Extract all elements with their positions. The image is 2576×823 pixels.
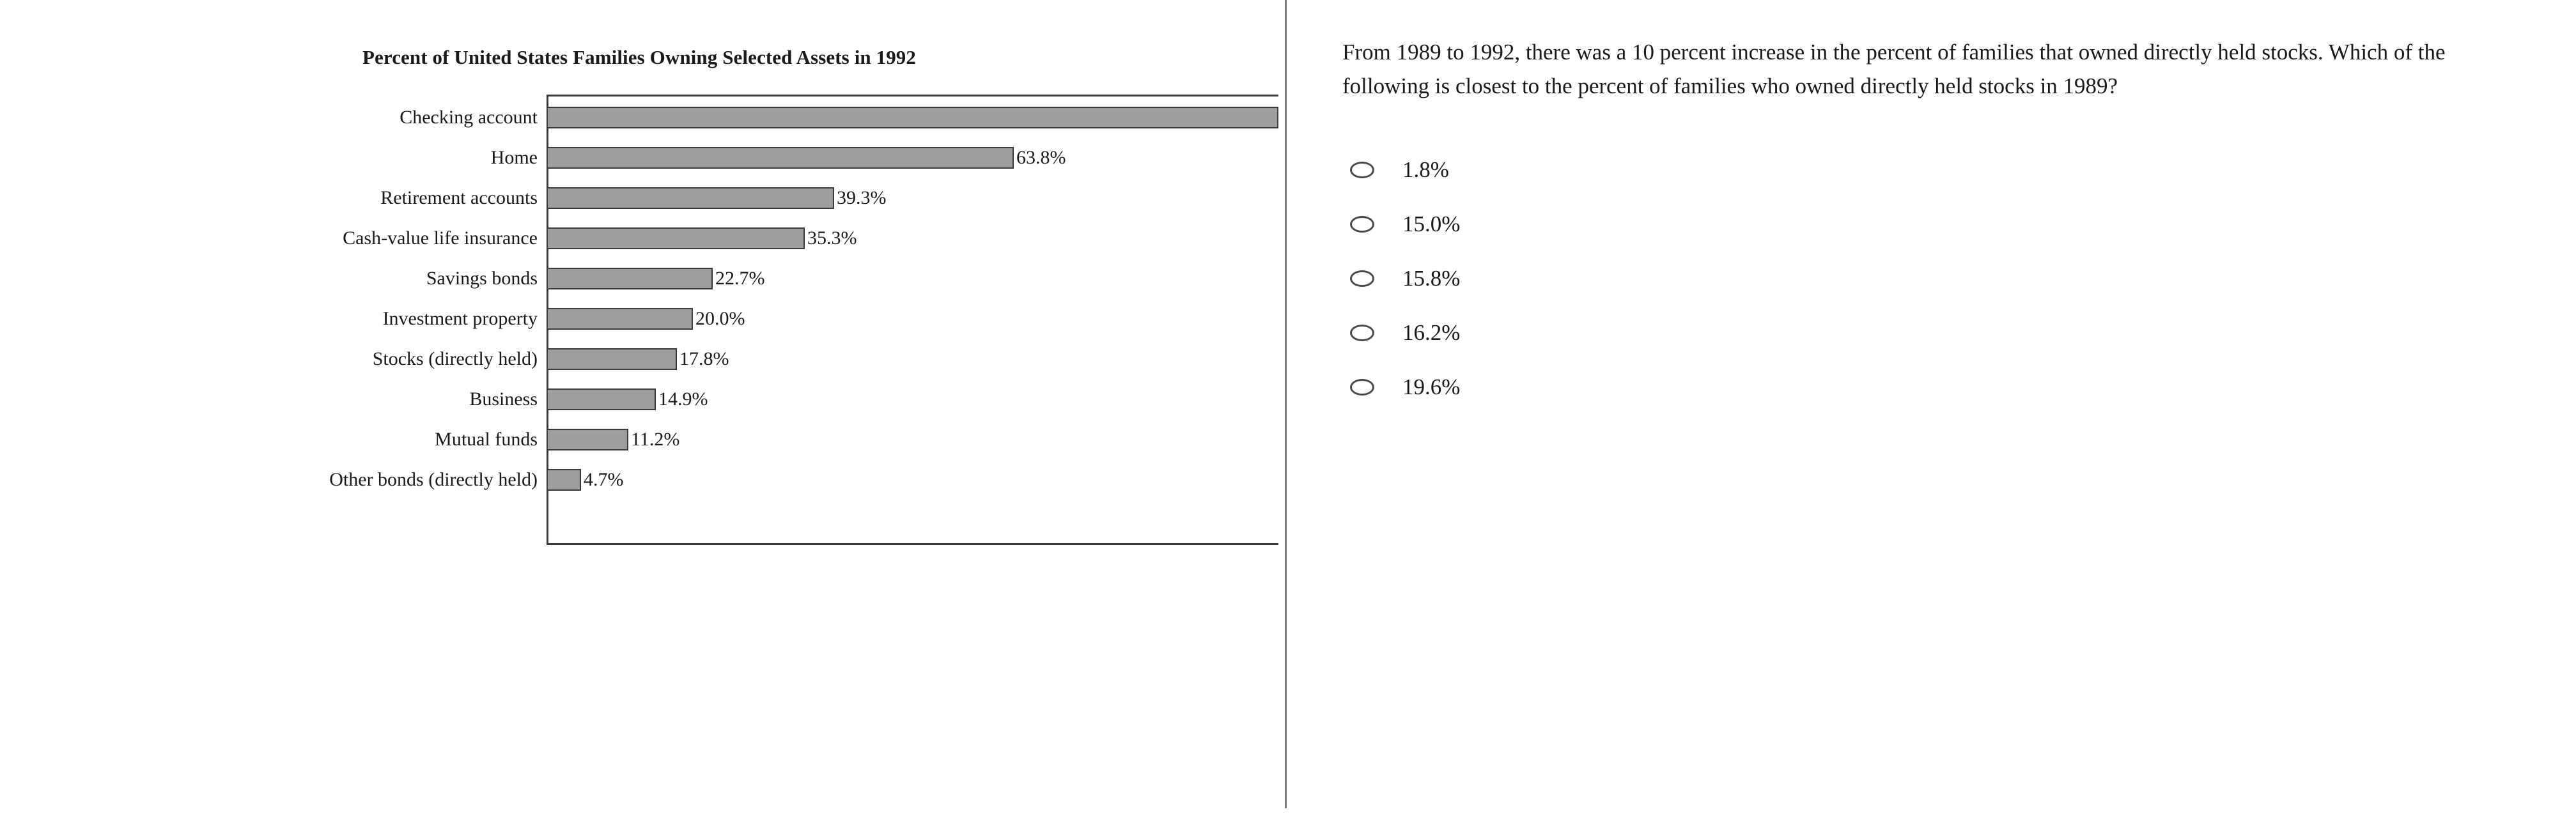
bar-category-label: Investment property [382, 307, 538, 329]
answer-choice-label: 1.8% [1402, 157, 1449, 182]
axis-top-rule [547, 95, 1278, 96]
bar-fill [547, 107, 1278, 128]
question-text: From 1989 to 1992, there was a 10 percent increase in the percent of families that owned directly held stocks. Which of the following is closest to the percent of families who owned directly held stocks in 1989? [1342, 40, 2446, 98]
bar-track [547, 339, 1278, 379]
bar-row [153, 137, 1278, 178]
chart-pane [0, 0, 1285, 823]
answer-choice-3[interactable] [1342, 251, 2499, 305]
bar-fill [547, 227, 805, 249]
answer-choices [1342, 142, 2499, 414]
bar-value-label: 63.8% [1016, 146, 1066, 168]
question-pane [1285, 0, 2576, 823]
bar-row [153, 178, 1278, 218]
chart-plot-area [153, 89, 1278, 543]
bar-fill [547, 469, 581, 491]
bar-track [547, 298, 1278, 339]
radio-button-icon[interactable] [1350, 216, 1374, 233]
bar-rows [153, 97, 1278, 500]
bar-category-label: Mutual funds [435, 428, 538, 450]
bar-row [153, 218, 1278, 258]
answer-choice-label: 19.6% [1402, 374, 1461, 399]
bar-category-label: Stocks (directly held) [372, 348, 538, 369]
radio-button-icon[interactable] [1350, 379, 1374, 396]
bar-track [547, 258, 1278, 298]
bar-track [547, 459, 1278, 500]
bar-value-label: 35.3% [807, 227, 857, 249]
bar-category-label: Retirement accounts [380, 187, 538, 208]
bar-fill [547, 187, 834, 209]
bar-row [153, 339, 1278, 379]
bar-track [547, 178, 1278, 218]
bar-fill [547, 268, 713, 289]
bar-track [547, 419, 1278, 459]
bar-value-label: 4.7% [584, 468, 624, 490]
bar-value-label: 14.9% [658, 388, 708, 410]
bar-row [153, 258, 1278, 298]
answer-choice-label: 15.8% [1402, 265, 1461, 291]
bar-value-label: 20.0% [695, 307, 745, 329]
bar-track [547, 137, 1278, 178]
bar-track [547, 218, 1278, 258]
chart-title: Percent of United States Families Owning Selected Assets in 1992 [362, 46, 916, 68]
answer-choice-4[interactable] [1342, 305, 2499, 360]
answer-choice-label: 16.2% [1402, 319, 1461, 345]
bar-row [153, 419, 1278, 459]
bar-track [547, 379, 1278, 419]
bar-fill [547, 388, 656, 410]
radio-button-icon[interactable] [1350, 162, 1374, 178]
bar-fill [547, 429, 628, 450]
bar-value-label: 39.3% [837, 187, 887, 208]
bar-value-label: 22.7% [715, 267, 765, 289]
bar-fill [547, 308, 693, 330]
bar-category-label: Other bonds (directly held) [329, 468, 538, 490]
bar-category-label: Cash-value life insurance [343, 227, 538, 249]
radio-button-icon[interactable] [1350, 270, 1374, 287]
bar-category-label: Business [469, 388, 538, 410]
bar-row [153, 379, 1278, 419]
bar-row [153, 459, 1278, 500]
bar-value-label: 11.2% [631, 428, 680, 450]
bar-category-label: Checking account [400, 106, 538, 128]
bar-category-label: Home [490, 146, 538, 168]
bar-category-label: Savings bonds [426, 267, 538, 289]
bar-row [153, 298, 1278, 339]
bar-row [153, 97, 1278, 137]
axis-bottom-rule [547, 543, 1278, 545]
answer-choice-2[interactable] [1342, 197, 2499, 251]
bar-fill [547, 147, 1014, 169]
answer-choice-label: 15.0% [1402, 211, 1461, 236]
answer-choice-1[interactable] [1342, 142, 2499, 197]
bar-value-label: 17.8% [679, 348, 729, 369]
bar-fill [547, 348, 677, 370]
radio-button-icon[interactable] [1350, 325, 1374, 341]
bar-track [547, 97, 1281, 137]
answer-choice-5[interactable] [1342, 360, 2499, 414]
